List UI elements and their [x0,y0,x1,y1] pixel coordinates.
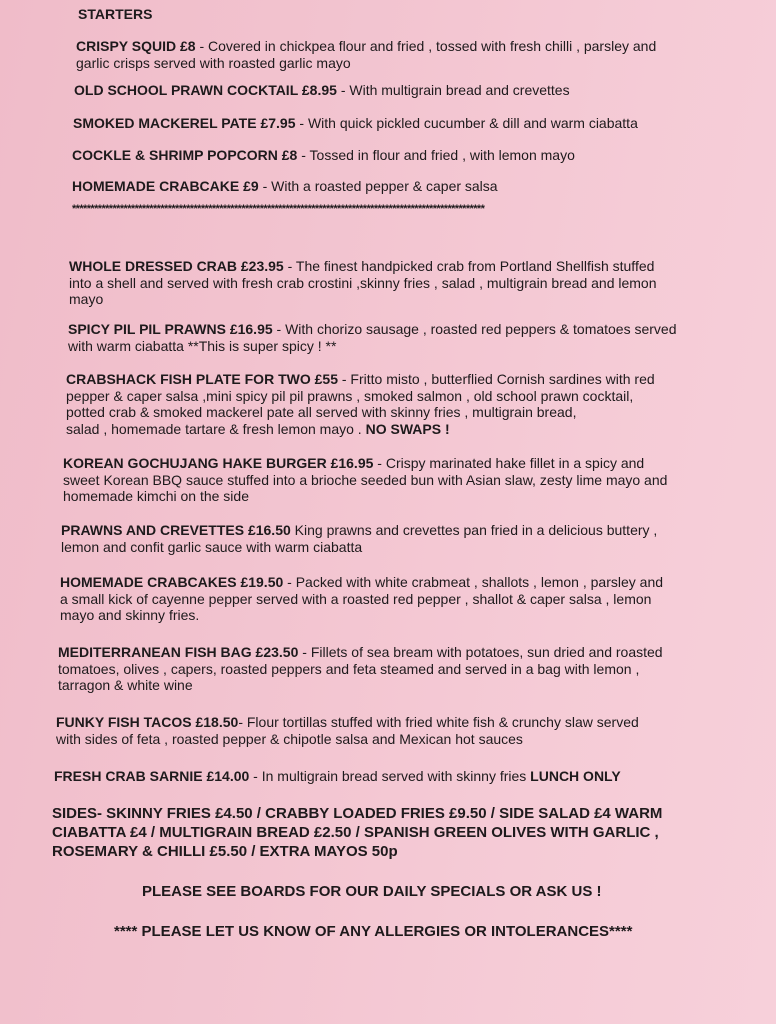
item-desc-cont: sweet Korean BBQ sauce stuffed into a brioche seeded bun with Asian slaw, zesty lime mayo and [63,471,668,488]
no-swaps-note: NO SWAPS ! [365,420,450,437]
item-name: MEDITERRANEAN FISH BAG £23.50 [58,644,299,660]
item-desc: - Fillets of sea bream with potatoes, sun dried and roasted [298,644,663,660]
item-desc: - In multigrain bread served with skinny fries [249,768,531,784]
item-desc: - Flour tortillas stuffed with fried white fish & crunchy slaw served [238,714,639,730]
item-name: WHOLE DRESSED CRAB £23.95 [69,258,284,274]
item-name: COCKLE & SHRIMP POPCORN £8 [72,147,298,163]
main-item [61,522,657,555]
item-desc-cont: mayo [69,291,104,307]
item-name: OLD SCHOOL PRAWN COCKTAIL £8.95 [74,82,337,98]
sides-list [52,804,662,861]
allergy-note: **** PLEASE LET US KNOW OF ANY ALLERGIES OR INTOLERANCES**** [114,923,633,940]
item-desc-cont: tarragon & white wine [58,677,193,693]
item-name: HOMEMADE CRABCAKES £19.50 [60,574,284,590]
item-name: CRABSHACK FISH PLATE FOR TWO £55 [66,371,338,387]
main-item [60,574,663,624]
sides-line: ROSEMARY & CHILLI £5.50 / EXTRA MAYOS 50p [52,843,398,860]
item-desc: - Fritto misto , butterflied Cornish sardines with red [337,371,655,387]
item-desc-cont: potted crab & smoked mackerel pate all served with skinny fries , multigrain bread, [66,404,577,420]
starter-item [76,38,656,71]
item-name: FRESH CRAB SARNIE £14.00 [54,768,250,784]
item-desc: - Tossed in flour and fried , with lemon mayo [297,147,575,163]
lunch-only-note: LUNCH ONLY [530,768,621,784]
item-desc: - Packed with white crabmeat , shallots , lemon , parsley and [283,574,664,590]
specials-note: PLEASE SEE BOARDS FOR OUR DAILY SPECIALS OR ASK US ! [142,883,602,900]
main-item [69,258,657,308]
item-desc: - With a roasted pepper & caper salsa [258,178,498,194]
item-desc: - The finest handpicked crab from Portland Shellfish stuffed [283,258,655,274]
starter-item [72,178,498,195]
item-name: HOMEMADE CRABCAKE £9 [72,178,259,194]
main-item [56,714,639,747]
item-name: PRAWNS AND CREVETTES £16.50 [61,522,291,538]
starter-item [73,115,638,132]
item-name: SPICY PIL PIL PRAWNS £16.95 [68,321,273,337]
starters-heading: STARTERS [78,6,153,22]
main-item [63,455,667,505]
sides-line: CIABATTA £4 / MULTIGRAIN BREAD £2.50 / SPANISH GREEN OLIVES WITH GARLIC , [52,824,659,841]
item-name: CRISPY SQUID £8 [76,38,196,54]
item-desc: - With chorizo sausage , roasted red peppers & tomatoes served [272,321,677,337]
item-desc-cont: with warm ciabatta **This is super spicy ! ** [68,337,337,354]
item-desc: - Crispy marinated hake fillet in a spicy and [373,455,645,471]
sides-line: SIDES- SKINNY FRIES £4.50 / CRABBY LOADED FRIES £9.50 / SIDE SALAD £4 WARM [52,805,663,822]
item-desc: - Covered in chickpea flour and fried , tossed with fresh chilli , parsley and [195,38,657,54]
item-desc-cont: pepper & caper salsa ,mini spicy pil pil prawns , smoked salmon , old school prawn cocktail, [66,387,634,404]
item-desc-cont: garlic crisps served with roasted garlic mayo [76,54,351,71]
starter-item [74,82,570,99]
item-desc-cont: lemon and confit garlic sauce with warm ciabatta [61,538,363,555]
item-desc: King prawns and crevettes pan fried in a delicious buttery , [290,522,658,538]
main-item [68,321,677,354]
item-desc-cont: salad , homemade tartare & fresh lemon mayo . [66,420,366,437]
item-desc-cont: homemade kimchi on the side [63,488,249,504]
item-desc-cont: into a shell and served with fresh crab crostini ,skinny fries , salad , multigrain bread and lemon [69,274,657,291]
item-desc: - With quick pickled cucumber & dill and warm ciabatta [295,115,638,131]
item-desc-cont: with sides of feta , roasted pepper & chipotle salsa and Mexican hot sauces [56,730,523,747]
main-item [66,371,655,437]
item-name: FUNKY FISH TACOS £18.50 [56,714,239,730]
item-desc-cont: a small kick of cayenne pepper served with a roasted red pepper , shallot & caper salsa , lemon [60,590,652,607]
starter-item [72,147,575,164]
item-desc: - With multigrain bread and crevettes [336,82,570,98]
item-desc-cont: tomatoes, olives , capers, roasted peppers and feta steamed and served in a bag with lemon , [58,660,640,677]
section-separator: **************************************************************************************************************** [72,203,485,215]
main-item [58,644,663,694]
item-name: SMOKED MACKEREL PATE £7.95 [73,115,296,131]
item-name: KOREAN GOCHUJANG HAKE BURGER £16.95 [63,455,374,471]
main-item [54,768,621,785]
item-desc-cont: mayo and skinny fries. [60,607,200,623]
